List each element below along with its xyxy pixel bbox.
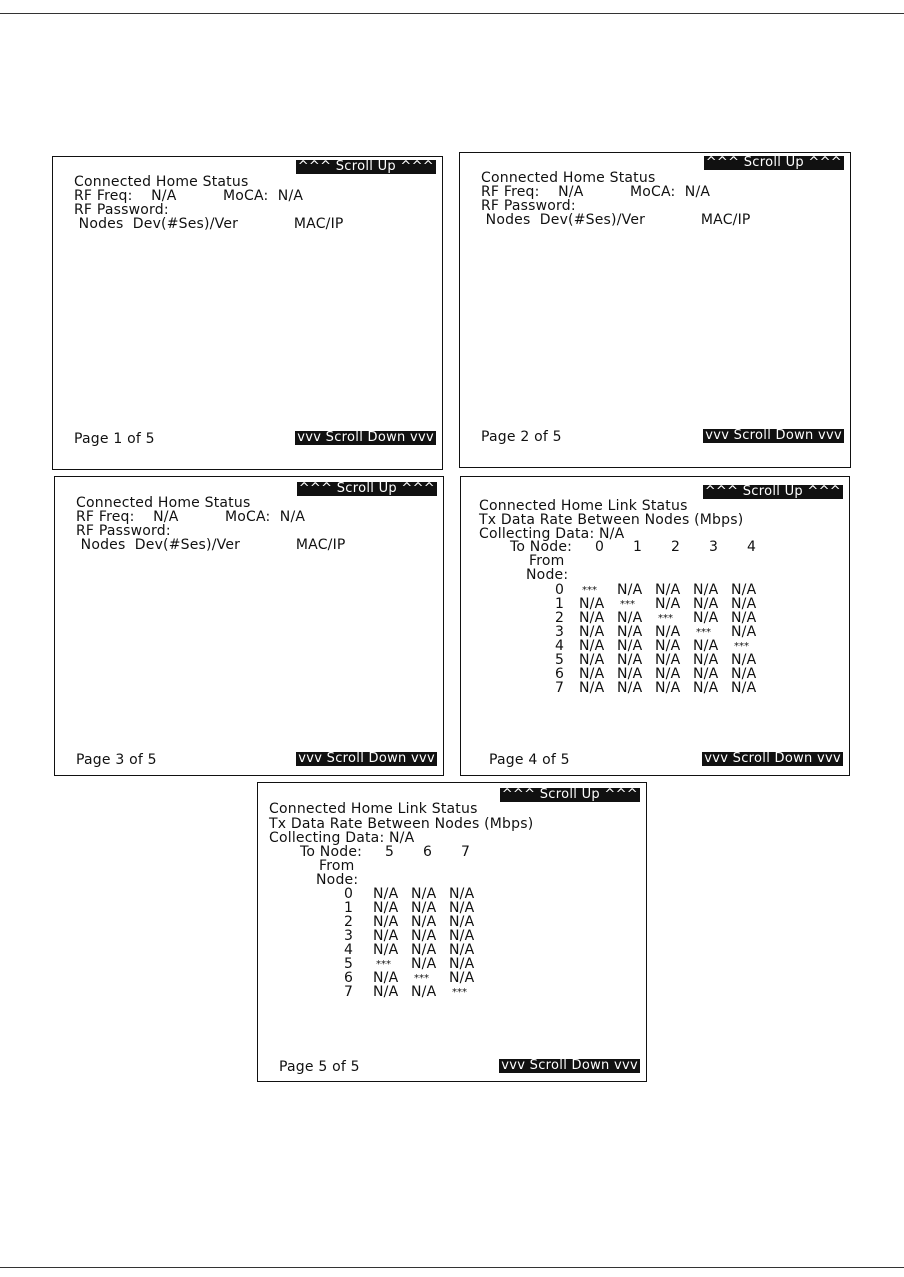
rate-cell: N/A <box>731 652 757 668</box>
rf-freq-line: RF Freq: N/A MoCA: N/A <box>481 184 711 200</box>
page-indicator: Page 2 of 5 <box>481 429 562 445</box>
rate-cell: N/A <box>731 610 757 626</box>
rate-cell: *** <box>376 959 391 970</box>
from-node-label: 4 <box>344 942 354 958</box>
rate-cell: N/A <box>731 596 757 612</box>
from-node-label: 4 <box>555 638 565 654</box>
status-screen-page-3 <box>54 476 444 776</box>
from-node-label: 2 <box>344 914 354 930</box>
rate-cell: N/A <box>617 582 643 598</box>
rate-cell: N/A <box>655 582 681 598</box>
rate-cell: N/A <box>373 900 399 916</box>
top-rule <box>0 13 904 14</box>
to-node-header: 2 <box>671 539 681 555</box>
rate-cell: N/A <box>655 638 681 654</box>
to-node-header: 3 <box>709 539 719 555</box>
rate-cell: N/A <box>449 928 475 944</box>
bottom-rule <box>0 1267 904 1268</box>
rate-cell: N/A <box>411 956 437 972</box>
scroll-down-button[interactable]: vvv Scroll Down vvv <box>298 751 435 766</box>
to-node-header: 0 <box>595 539 605 555</box>
rate-cell: N/A <box>693 638 719 654</box>
from-node-label: 0 <box>344 886 354 902</box>
rate-cell: N/A <box>411 886 437 902</box>
rate-cell: N/A <box>693 596 719 612</box>
from-node-label: 2 <box>555 610 565 626</box>
from-node-label: 5 <box>344 956 354 972</box>
rate-cell: N/A <box>411 928 437 944</box>
rate-cell: N/A <box>373 928 399 944</box>
link-status-screen-page-4 <box>460 476 850 776</box>
rate-cell: N/A <box>617 652 643 668</box>
rate-cell: *** <box>582 585 597 596</box>
rate-cell: N/A <box>449 900 475 916</box>
screen-title: Connected Home Status <box>74 174 249 190</box>
rate-cell: N/A <box>411 984 437 1000</box>
rate-cell: N/A <box>693 582 719 598</box>
from-node-label: 3 <box>555 624 565 640</box>
to-node-label: To Node: <box>300 844 363 860</box>
rate-cell: *** <box>696 627 711 638</box>
scroll-down-button[interactable]: vvv Scroll Down vvv <box>704 751 841 766</box>
rate-cell: N/A <box>579 624 605 640</box>
rate-cell: N/A <box>655 596 681 612</box>
rate-cell: N/A <box>655 666 681 682</box>
scroll-up-button[interactable]: ^^^ Scroll Up ^^^ <box>705 155 842 170</box>
scroll-up-button[interactable]: ^^^ Scroll Up ^^^ <box>704 484 841 499</box>
from-node-label: 6 <box>344 970 354 986</box>
page-indicator: Page 4 of 5 <box>489 752 570 768</box>
rate-cell: N/A <box>579 596 605 612</box>
rate-cell: N/A <box>579 680 605 696</box>
from-node-label: 3 <box>344 928 354 944</box>
rate-cell: N/A <box>731 666 757 682</box>
scroll-up-button[interactable]: ^^^ Scroll Up ^^^ <box>298 481 435 496</box>
rate-cell: N/A <box>449 914 475 930</box>
rate-cell: N/A <box>731 680 757 696</box>
node-label: Node: <box>316 872 359 888</box>
rate-cell: N/A <box>617 638 643 654</box>
node-label: Node: <box>526 567 569 583</box>
rate-cell: N/A <box>731 582 757 598</box>
screen-title: Connected Home Link Status <box>479 498 688 514</box>
rate-cell: N/A <box>579 638 605 654</box>
to-node-label: To Node: <box>510 539 573 555</box>
status-screen-page-1 <box>52 156 443 470</box>
rf-freq-line: RF Freq: N/A MoCA: N/A <box>76 509 306 525</box>
to-node-header: 4 <box>747 539 757 555</box>
rate-cell: N/A <box>617 680 643 696</box>
from-node-label: 6 <box>555 666 565 682</box>
nodes-header-line: Nodes Dev(#Ses)/Ver MAC/IP <box>74 216 344 232</box>
screen-title: Connected Home Status <box>481 170 656 186</box>
rate-cell: *** <box>734 641 749 652</box>
from-label: From <box>529 553 565 569</box>
status-screen-page-2 <box>459 152 851 468</box>
rate-cell: N/A <box>373 886 399 902</box>
rate-cell: N/A <box>693 652 719 668</box>
scroll-up-button[interactable]: ^^^ Scroll Up ^^^ <box>501 787 638 802</box>
rate-cell: N/A <box>579 666 605 682</box>
page-indicator: Page 5 of 5 <box>279 1059 360 1075</box>
from-node-label: 7 <box>344 984 354 1000</box>
from-node-label: 7 <box>555 680 565 696</box>
tx-rate-title: Tx Data Rate Between Nodes (Mbps) <box>479 512 744 528</box>
to-node-header: 5 <box>385 844 395 860</box>
from-node-label: 1 <box>344 900 354 916</box>
page-indicator: Page 3 of 5 <box>76 752 157 768</box>
screen-title: Connected Home Link Status <box>269 801 478 817</box>
rate-cell: N/A <box>411 900 437 916</box>
rate-cell: N/A <box>693 680 719 696</box>
page-indicator: Page 1 of 5 <box>74 431 155 447</box>
rf-password-line: RF Password: <box>481 198 576 214</box>
rate-cell: N/A <box>449 942 475 958</box>
rate-cell: N/A <box>579 610 605 626</box>
rate-cell: *** <box>414 973 429 984</box>
from-label: From <box>319 858 355 874</box>
link-status-screen-page-5 <box>257 782 647 1082</box>
from-node-label: 0 <box>555 582 565 598</box>
rate-cell: *** <box>452 987 467 998</box>
collecting-data-line: Collecting Data: N/A <box>269 830 415 846</box>
tx-rate-title: Tx Data Rate Between Nodes (Mbps) <box>269 816 534 832</box>
nodes-header-line: Nodes Dev(#Ses)/Ver MAC/IP <box>481 212 751 228</box>
rate-cell: N/A <box>655 652 681 668</box>
rate-cell: N/A <box>655 624 681 640</box>
rate-cell: N/A <box>655 680 681 696</box>
rate-cell: N/A <box>617 666 643 682</box>
rate-cell: N/A <box>579 652 605 668</box>
scroll-up-button[interactable]: ^^^ Scroll Up ^^^ <box>297 159 434 174</box>
from-node-label: 1 <box>555 596 565 612</box>
rf-password-line: RF Password: <box>76 523 171 539</box>
to-node-header: 1 <box>633 539 643 555</box>
rf-freq-line: RF Freq: N/A MoCA: N/A <box>74 188 304 204</box>
rate-cell: N/A <box>617 610 643 626</box>
rate-cell: N/A <box>449 970 475 986</box>
rate-cell: N/A <box>411 942 437 958</box>
rate-cell: *** <box>620 599 635 610</box>
to-node-header: 7 <box>461 844 471 860</box>
rate-cell: N/A <box>617 624 643 640</box>
nodes-header-line: Nodes Dev(#Ses)/Ver MAC/IP <box>76 537 346 553</box>
rate-cell: N/A <box>693 610 719 626</box>
rate-cell: N/A <box>373 942 399 958</box>
rate-cell: N/A <box>449 886 475 902</box>
rate-cell: N/A <box>411 914 437 930</box>
screen-title: Connected Home Status <box>76 495 251 511</box>
rate-cell: N/A <box>373 914 399 930</box>
rate-cell: N/A <box>449 956 475 972</box>
rate-cell: N/A <box>731 624 757 640</box>
scroll-down-button[interactable]: vvv Scroll Down vvv <box>501 1058 638 1073</box>
rate-cell: *** <box>658 613 673 624</box>
collecting-data-line: Collecting Data: N/A <box>479 526 625 542</box>
rf-password-line: RF Password: <box>74 202 169 218</box>
from-node-label: 5 <box>555 652 565 668</box>
scroll-down-button[interactable]: vvv Scroll Down vvv <box>705 428 842 443</box>
scroll-down-button[interactable]: vvv Scroll Down vvv <box>297 430 434 445</box>
rate-cell: N/A <box>693 666 719 682</box>
rate-cell: N/A <box>373 984 399 1000</box>
rate-cell: N/A <box>373 970 399 986</box>
to-node-header: 6 <box>423 844 433 860</box>
